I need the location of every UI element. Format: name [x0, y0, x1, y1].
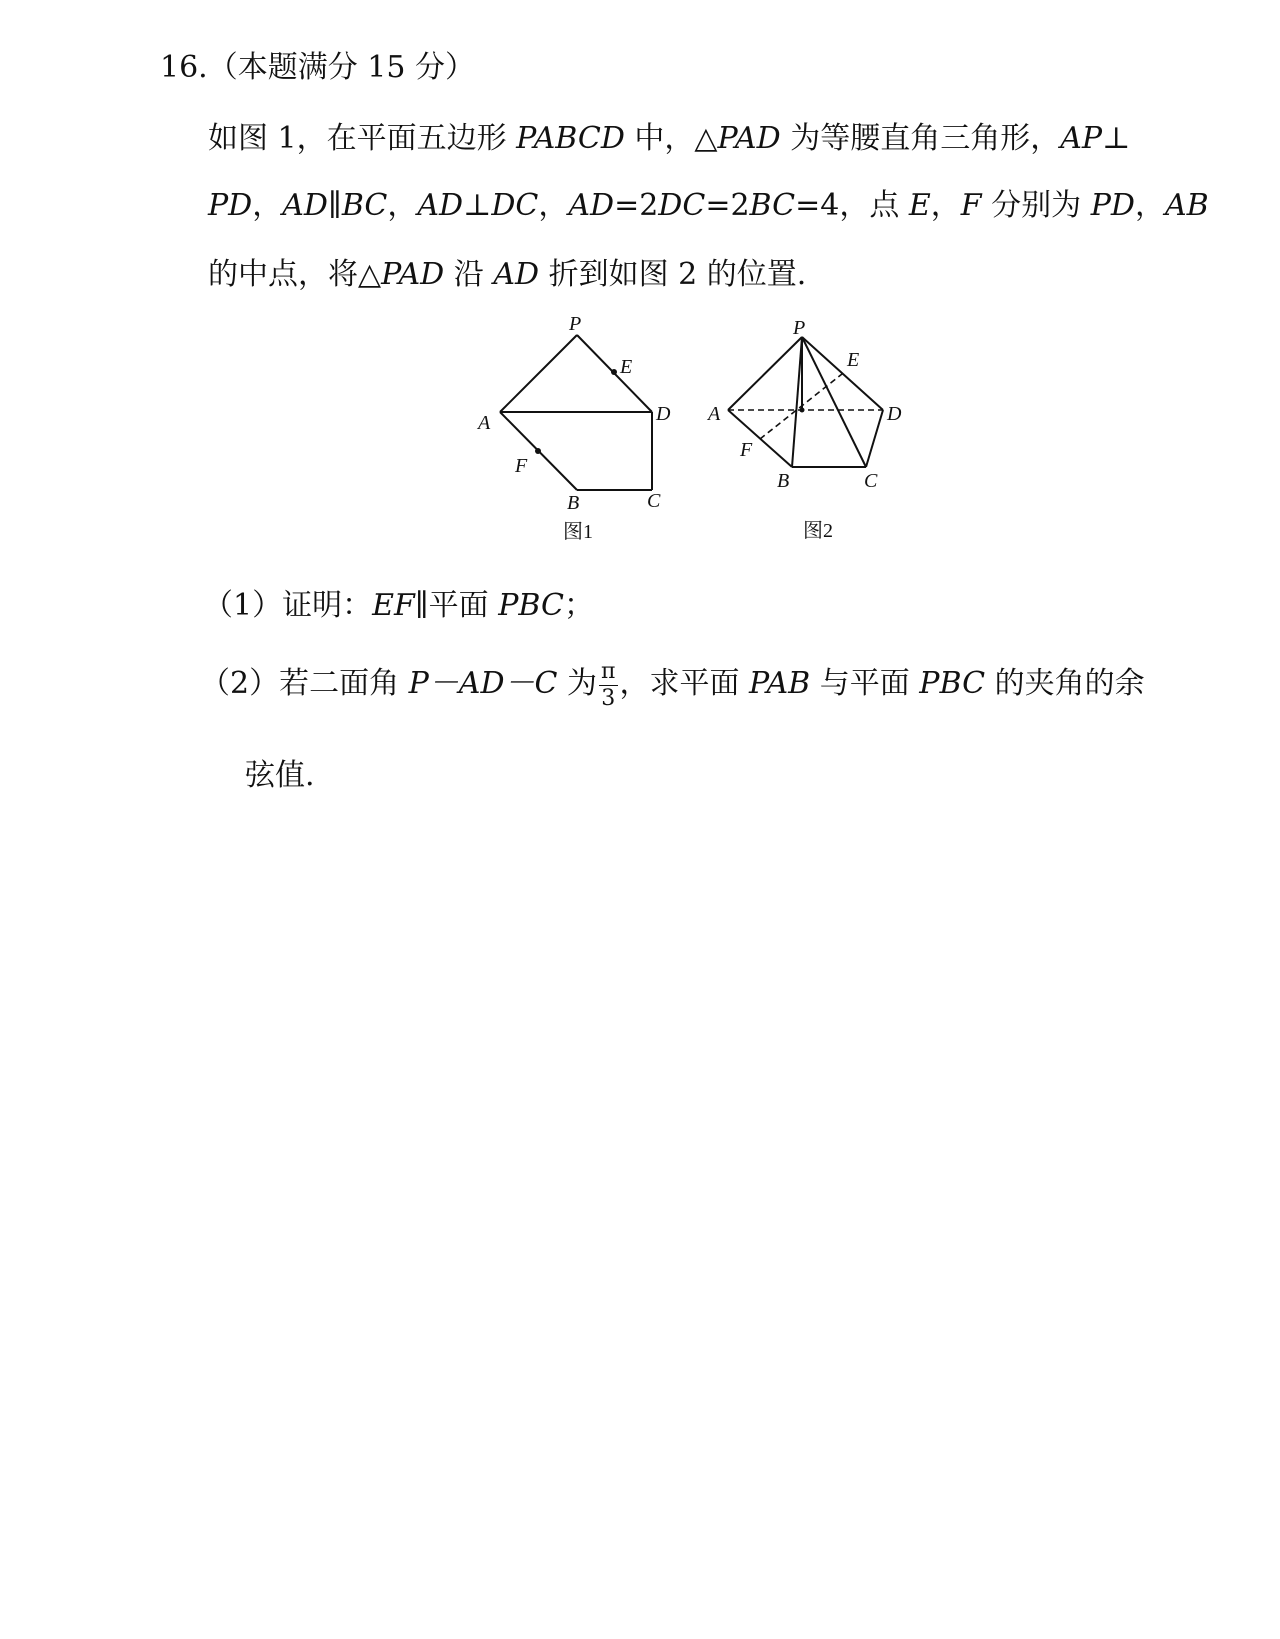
math-var: AD [282, 188, 328, 223]
stem-line-3 [208, 249, 806, 293]
part-text: 的夹角的余 [985, 666, 1145, 701]
perp-symbol: ⊥ [1102, 121, 1131, 156]
math-var: PAD [717, 121, 781, 156]
math-var: PD [208, 188, 253, 223]
edge-PA [728, 337, 802, 410]
part-text: 为 [557, 666, 598, 701]
math-var: PD [1090, 188, 1135, 223]
stem-text: ， [1134, 188, 1165, 223]
stem-text: 沿 [444, 257, 494, 292]
label-F: F [740, 439, 753, 461]
part-1-question [203, 580, 594, 624]
label-B: B [567, 492, 580, 514]
fraction-denominator: 3 [601, 685, 616, 711]
problem-score: （本题满分 15 分） [207, 50, 475, 85]
stem-line-2 [208, 180, 1209, 224]
stem-text: =4，点 [795, 188, 909, 223]
edge-PA [500, 335, 577, 412]
part-text: ； [563, 588, 594, 623]
problem-number: 16. [160, 50, 208, 85]
math-var: PBC [919, 666, 986, 701]
math-var: AD [417, 188, 464, 223]
label-C: C [864, 470, 878, 492]
perp-symbol: ⊥ [463, 188, 492, 223]
label-P: P [569, 313, 582, 335]
math-var: DC [491, 188, 539, 223]
part-2-continuation [245, 750, 315, 794]
math-var: AD [568, 188, 615, 223]
label-B: B [777, 470, 790, 492]
math-var: EF [372, 588, 415, 623]
figure-2-folded-pyramid [700, 310, 920, 550]
problem-header [160, 42, 475, 86]
label-A: A [708, 403, 721, 425]
part-text: 与平面 [810, 666, 920, 701]
fraction-pi-over-3 [599, 658, 617, 711]
point-F-dot [535, 448, 541, 454]
label-E: E [847, 349, 860, 371]
stem-line-1 [208, 113, 1130, 157]
part-2-question [200, 658, 1145, 710]
fraction-numerator: π [601, 658, 616, 684]
math-expr: P－AD－C [408, 666, 558, 701]
math-var: BC [341, 188, 388, 223]
figure-1-planar-pentagon [470, 310, 710, 550]
math-var: AP [1060, 121, 1103, 156]
math-var: AD [493, 257, 540, 292]
label-A: A [478, 412, 491, 434]
math-var: PABCD [516, 121, 625, 156]
part-text: ∥平面 [414, 588, 499, 623]
stem-text: 分别为 [981, 188, 1091, 223]
label-D: D [656, 403, 671, 425]
part-text: ，求平面 [619, 666, 750, 701]
part-text: （1）证明： [203, 588, 373, 623]
stem-text: 折到如图 2 的位置. [539, 257, 807, 292]
stem-text: 为等腰直角三角形， [780, 121, 1061, 156]
stem-text: 的中点，将△ [208, 257, 382, 292]
math-var: PBC [498, 588, 564, 623]
label-C: C [647, 490, 661, 512]
stem-text: =2 [614, 188, 659, 223]
edge-CD [866, 410, 883, 467]
point-E-dot [611, 369, 617, 375]
stem-text: ， [252, 188, 283, 223]
label-E: E [620, 356, 633, 378]
part-text: 弦值. [245, 758, 315, 793]
label-D: D [887, 403, 902, 425]
label-P: P [793, 317, 806, 339]
stem-text: 中，△ [624, 121, 718, 156]
stem-text: ， [387, 188, 418, 223]
foot-point-dot [800, 408, 805, 413]
math-var: PAD [381, 257, 445, 292]
figure-2-caption: 图2 [803, 520, 833, 542]
math-var: DC [658, 188, 706, 223]
math-var: PAB [749, 666, 811, 701]
math-var: E [908, 188, 931, 223]
label-F: F [515, 455, 528, 477]
edge-PB [792, 337, 802, 467]
stem-text: ， [930, 188, 961, 223]
stem-text: 如图 1，在平面五边形 [208, 121, 517, 156]
math-var: F [960, 188, 982, 223]
edge-PD [802, 337, 883, 410]
math-var: BC [749, 188, 796, 223]
math-var: AB [1164, 188, 1209, 223]
figure-1-caption: 图1 [563, 521, 593, 543]
part-text: （2）若二面角 [200, 666, 409, 701]
stem-text: =2 [705, 188, 750, 223]
parallel-symbol: ∥ [327, 188, 342, 223]
stem-text: ， [538, 188, 569, 223]
